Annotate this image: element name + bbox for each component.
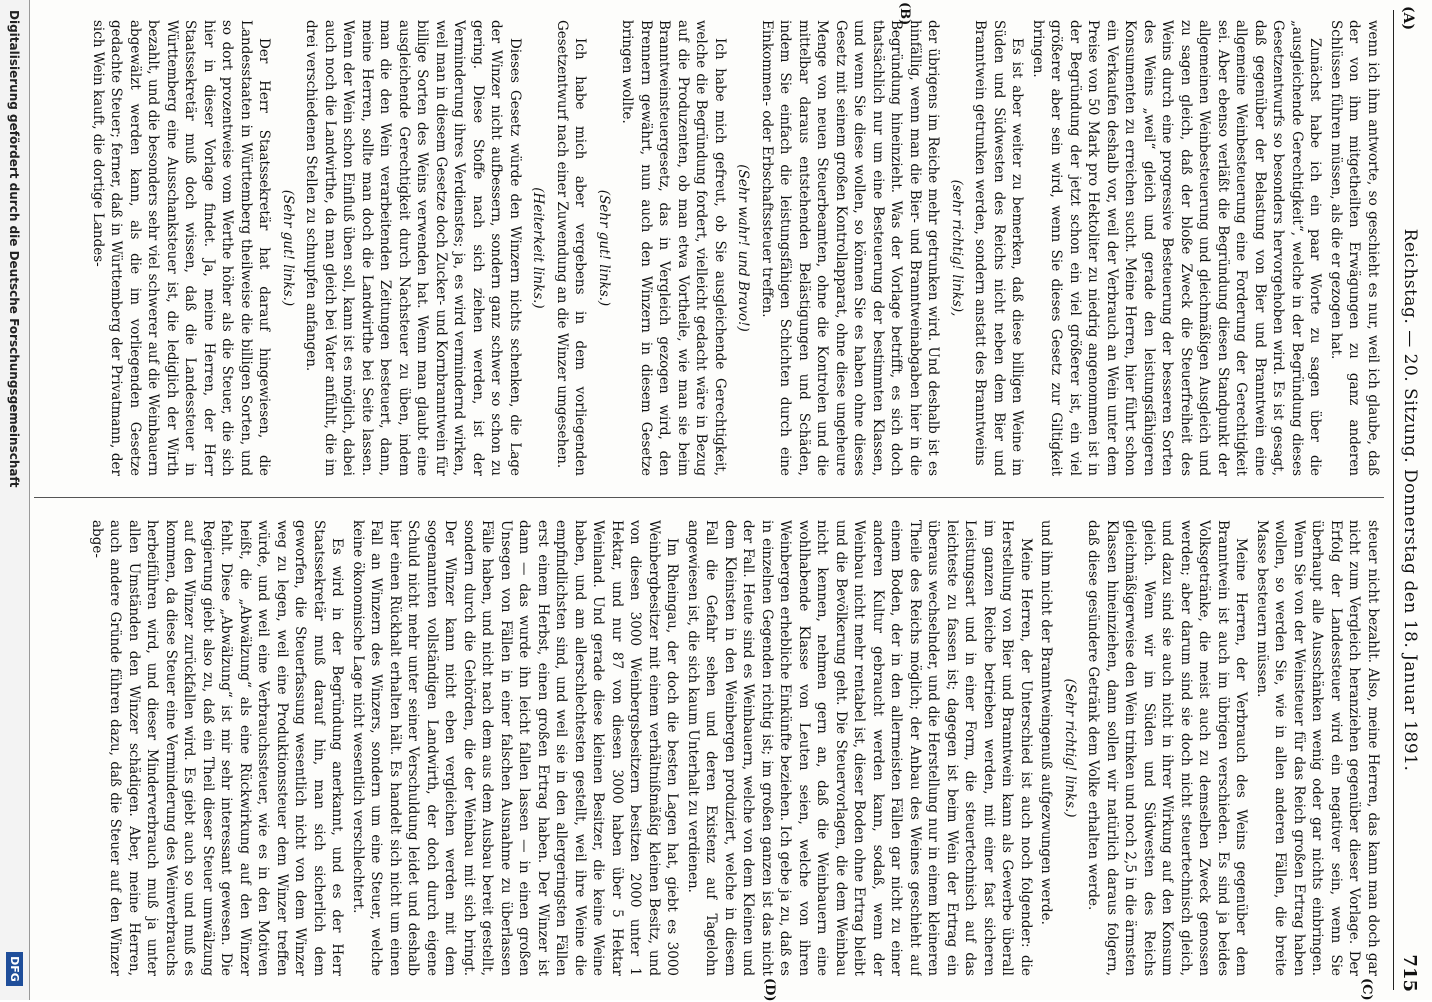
interjection: (Sehr richtig! links.) — [1062, 678, 1078, 818]
paragraph: wenn ich ihm antworte, so geschieht es nur, weil ich glaube, daß der von ihm mitgetheilten Erwägungen zu ganz anderen Schlüssen führen müssen, als die er gezogen hat. — [1328, 20, 1381, 476]
dfg-logo: DFG — [6, 952, 23, 986]
page-number: 715 — [1399, 954, 1420, 992]
paragraph: Zunächst habe ich ein paar Worte zu sagen über die „ausgleichende Gerechtigkeit“, welche in der Begründung dieses Gesetzentwurfs so besonders hervorgehoben wird. Es ist gesagt, daß gegenüber der Belastung von Bier und Branntwein eine allgemeine Weinbesteuerung eine Forderung der Gerechtigkeit sei. Aber ebenso verläßt die Begründung diesen Standpunkt der allgemeinen Weinbesteuerung und gleichmäßigen Ausgleich und zu sagen gleich, daß der bloße Zweck die Steuerfreiheit des Weins durch eine progressive Besteuerung der besseren Sorten des Weins „weil“ gleich und gerade den leistungsfähigeren Konsumenten zu erreichen sucht. Meine Herren, hier führt schon ein Verkaufen deshalb vor, weil der Verbrauch an Wein unter dem Preise von 50 Mark pro Hektoliter zu niedrig angenommen ist in der Begründung der jetzt schon ein viel größerer ist, ein viel größerer aber sein wird, wenn Sie dieses Gesetz zur Giltigkeit bringen. — [1030, 20, 1324, 476]
interjection: (sehr richtig! links), — [949, 179, 965, 317]
section-marker-b: (B) — [897, 2, 912, 26]
paragraph: der übrigens im Reiche mehr getrunken wird. Und deshalb ist es hinfällig, wenn man die Bier- und Branntweinabgaben hier in die Begründung hineinzieht. Was der Vorlage betrifft, es sich doch thatsächlich nur um eine Besteuerung der bestimmten Klassen, und wenn Sie diese wollen, so können Sie es haben ohne dieses Gesetz mit seinem großen Kontrollapparat, ohne diese ungeheure Menge von neuen Steuerbeamten, ohne die Kontrolen und die mittelbar daraus entstehenden Belästigungen und Schäden, indem Sie einfach die leistungsfähigen Schichten durch eine Einkommen- oder Erbschaftssteuer treffen. — [759, 20, 942, 476]
section-marker-c: (C) — [1359, 978, 1374, 1001]
paragraph: und ihm nicht der Branntweingenuß aufgezwungen werde. — [1038, 520, 1055, 925]
paragraph: Meine Herren, der Verbrauch des Weins gegenüber dem Branntwein ist auch im übrigen verschieden. Es sind ja beides Volksgetränke, die meist auch zu demselben Zweck genossen werden; aber darum sind sie doch nicht steuertechnisch gleich, und dazu sind sie auch nicht in ihrer Wirkung auf den Konsum gleich. Wenn wir im Süden und Südwesten des Reichs gleichmäßigerweise den Wein trinken und noch 2,5 in die ärmsten Klassen hineinziehen, dann sollen wir natürlich daraus folgern, daß diese gesündere Getränk dem Volke erhalten werde. — [1085, 520, 1250, 976]
paragraph: Der Herr Staatssekretär hat darauf hingewiesen, die Landesstaaten in Württemberg theilweise die billigen Sorten, und so dort prozentweise vom Werthe höher als die Steuer, die sich hier in dieser Vorlage findet. Ja, meine Herren, der Herr Staatssekretär muß doch wissen, daß die Landessteuer in Württemberg eine Ausschanksteuer ist, die lediglich der Wirth bezahlt, und die besonders sehr viel schwerer auf die Weinbauern abgewälzt werden kann, als die im vorliegenden Gesetze gedachte Steuer; ferner, daß in Württemberg der Privatmann, der sich Wein kauft, die dortige Landes- — [90, 20, 273, 476]
funding-credit: Digitalisierung gefördert durch die Deutsche Forschungsgemeinschaft — [7, 10, 21, 488]
interjection: (Heiterkeit links.) — [530, 187, 547, 309]
paragraph: Ich habe mich gefreut, ob Sie ausgleichende Gerechtigkeit, welche die Begründung fordert, vielleicht gedacht wäre in Bezug auf die Produzenten, ob man etwa Vortheile, wie man sie beim Branntweinsteuergesetz, das in Vergleich gezogen wird, den Brennern gewährt, nun auch den Winzern in diesem Gesetze bringen wollte. — [619, 20, 728, 476]
right-column — [42, 520, 1382, 976]
paragraph: steuer nicht bezahlt. Also, meine Herren, das kann man doch gar nicht zum Vergleich heranziehen gegenüber dieser Vorlage. Der Erfolg der Landessteuer wird ein negativer sein, wenn Sie überhaupt alle Ausschänken wenig oder gar nichts einbringen. Wenn Sie von der Weinsteuer für das Reich großen Ertrag haben wollen, so werden Sie, wie in allen anderen Fällen, die breite Masse besteuern müssen. — [1254, 520, 1381, 976]
paragraph: Es wird in der Begründung anerkannt, und es der Herr Staatssekretär muß darauf hin, man sich sicherlich dem geworfen, die Steuerfassung wesentlich nicht von dem Winzer weg zu legen, weil eine Produktionssteuer dem Winzer treffen würde, und weil eine Verbrauchssteuer, wie es in den Motiven heißt, die „Abwälzung“ als eine Rückwirkung auf den Winzer fehlt. Diese „Abwälzung“ ist mir sehr interessant gewesen. Die Regierung giebt also zu, daß ein Theil dieser Steuer umwälzung auf den Winzer zurückfallen wird. Es giebt auch so und muß es kommen, da diese Steuer eine Verminderung des Weinverbrauchs herbeiführen wird, und dieser Minderverbrauch muß ja unter allen Umständen den Winzer schädigen. Aber, meine Herren, auch andere Gründe führen dazu, daß die Steuer auf den Winzer abge- — [89, 520, 346, 976]
interjection: (Sehr gut! links.) — [596, 189, 612, 307]
running-header: Reichstag. — 20. Sitzung. Donnerstag den 18. Januar 1891. — [1400, 228, 1420, 772]
section-marker-d: (D) — [762, 978, 777, 1002]
paragraph: Es ist aber weiter zu bemerken, daß diese billigen Weine im Süden und Südwesten des Reichs nicht neben dem Bier und Branntwein getrunken werden, sondern anstatt des Branntweins — [972, 20, 1026, 476]
paragraph: Dieses Gesetz würde den Winzern nichts schenken, die Lage der Winzer nicht aufbessern, sondern ganz schwer so schon zu gering. Diese Stoffe nach sich ziehen werden, ist der Verminderung ihres Verdienstes; ja, es wird vermindernd wirken, weil man in diesem Gesetze doch Zucker- und Kornbranntwein für billige Sorten des Weins verwenden hat. Wenn man glaubt eine ausgleichende Gerechtigkeit durch Nachsteuer zu üben, indem man die den Wein verarbeitenden Zeitungen besteuert, dann, meine Herren, sollte man doch die Landwirthe bei Seite lassen. Wenn der Wein schon Einfluß üben soll, kann ist es möglich, dabei auch noch die Landwirthe, da man gleich bei Vater anfühlt, die im drei verschiedenen Stellen zu schnupfen anfangen. — [303, 20, 523, 476]
header-rule — [1393, 10, 1394, 990]
section-marker-a: (A) — [1400, 6, 1416, 31]
digitization-footer — [0, 0, 30, 1000]
column-divider — [34, 497, 1384, 498]
paragraph: Ich habe mich aber vergebens in dem vorliegenden Gesetzentwurf nach einer Zuwendung an die Winzer umgesehen. — [554, 20, 589, 476]
left-column — [42, 20, 1382, 476]
interjection: (Sehr wahr! und Bravo!) — [735, 164, 752, 332]
paragraph: Meine Herren, der Unterschied ist auch noch folgender: die Herstellung von Bier und Branntwein kann als Gewerbe überall im ganzen Reiche betrieben werden, mit einer fast sicheren Leistungsart und in einer Form, die steuertechnisch auf das leichteste zu fassen ist; dagegen ist beim Wein der Ertrag ein überaus wechselnder, und die Herstellung nur in einem kleineren Theile des Reichs möglich; der Anbau des Weines geschieht auf einem Boden, der in den allermeisten Fällen gar nicht zu einer anderen Kultur gebraucht werden kann, sodaß, wenn der Weinbau nicht mehr rentabel ist, dieser Boden ohne Ertrag bleibt und die Bevölkerung geht. Die Steuervorlagen, die dem Weinbau nicht kennen, nehmen gern an, daß die Weinbauern eine wohlhabende Klasse von Leuten seien, welche von ihren Weinbergen erhebliche Einkünfte beziehen. Ich gebe ja zu, daß es in einzelnen Gegenden richtig ist; im großen ganzen ist das nicht der Fall. Heute sind es Weinbauern, welche von dem Kleinen und dem Kleinsten in den Weinbergen produziert, welche in diesem Fall die Gefahr sehen und deren Existenz auf Tagelohn angewiesen ist, die sich kaum Unterhalt zu verdienen. — [685, 520, 1034, 976]
paragraph: Im Rheingau, der doch die besten Lagen hat, giebt es 3000 Weinbergbesitzer mit einem verhältnißmäßig kleinen Besitz, und von diesen 3000 Weinbergsbesitzern besitzen 2000 unter 1 Hektar, und nur 87 von diesen 3000 haben über 5 Hektar Weinland. Und gerade diese kleinen Besitzer, die keine Weine haben, und am allerschlechtesten gestellt, weil ihre Weine die empfindlichsten sind, und weil sie in den allergeringsten Fällen erst einem Herbst, einen großen Ertrag haben. Der Winzer ist dann — das wurde ihn leicht fallen lassen — in einen großen Unsegen von Fällen in einer falschen Ausnahme zu überlassen Fälle haben, und nicht nach dem aus dem Ausbau bereit gestellt, sondern durch die Gehörden, die der Weinbau mit sich bringt. Der Winzer kann nicht eben vergleichen werden mit dem sogenannten vollständigen Landwirth, der doch durch eigene Schuld nicht mehr unter seiner Verschuldung leidet und deshalb hier einen Rückhalt erhalten hält. Es handelt sich nicht um einen Fall an Winzern des Winzers, sondern um eine Steuer, welche keine ökonomische Lage nicht wesentlich verschlechtert. — [350, 520, 681, 976]
interjection: (Sehr gut! links.) — [280, 189, 296, 307]
